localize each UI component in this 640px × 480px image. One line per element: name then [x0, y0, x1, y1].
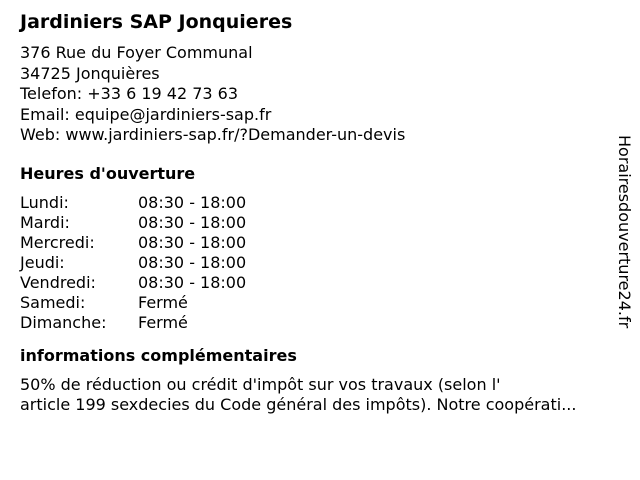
phone-line: Telefon: +33 6 19 42 73 63: [20, 84, 239, 103]
hours-row-mercredi: [20, 233, 610, 253]
day-label: Samedi:: [20, 292, 86, 312]
info-line: 50% de réduction ou crédit d'impôt sur vos travaux (selon l': [20, 374, 501, 394]
hours-heading: Heures d'ouverture: [20, 163, 196, 183]
day-label: Lundi:: [20, 192, 69, 212]
business-card: [20, 10, 610, 415]
day-label: Vendredi:: [20, 272, 96, 292]
street-address: 376 Rue du Foyer Communal: [20, 43, 253, 62]
hours-table: [20, 193, 610, 333]
website-line: Web: www.jardiniers-sap.fr/?Demander-un-devis: [20, 125, 406, 144]
time-value: 08:30 - 18:00: [138, 272, 247, 292]
day-label: Dimanche:: [20, 312, 107, 332]
info-text: [20, 375, 620, 415]
time-value: 08:30 - 18:00: [138, 252, 247, 272]
info-line: article 199 sexdecies du Code général des impôts). Notre coopérati...: [20, 394, 577, 414]
time-value: 08:30 - 18:00: [138, 232, 247, 252]
postal-city: 34725 Jonquières: [20, 63, 160, 83]
hours-row-dimanche: [20, 313, 610, 333]
hours-row-jeudi: [20, 253, 610, 273]
time-value: 08:30 - 18:00: [138, 192, 247, 212]
time-value: 08:30 - 18:00: [138, 212, 247, 232]
day-label: Mardi:: [20, 212, 70, 232]
hours-row-vendredi: [20, 273, 610, 293]
hours-row-mardi: [20, 213, 610, 233]
site-watermark: Horairesdouverture24.fr: [615, 135, 634, 329]
day-label: Mercredi:: [20, 232, 95, 252]
hours-row-lundi: [20, 193, 610, 213]
time-value: Fermé: [138, 312, 188, 332]
address-block: [20, 43, 610, 146]
day-label: Jeudi:: [20, 252, 65, 272]
business-name: Jardiniers SAP Jonquieres: [20, 11, 293, 33]
time-value: Fermé: [138, 292, 188, 312]
email-line: Email: equipe@jardiniers-sap.fr: [20, 104, 272, 124]
hours-row-samedi: [20, 293, 610, 313]
info-heading: informations complémentaires: [20, 345, 297, 365]
